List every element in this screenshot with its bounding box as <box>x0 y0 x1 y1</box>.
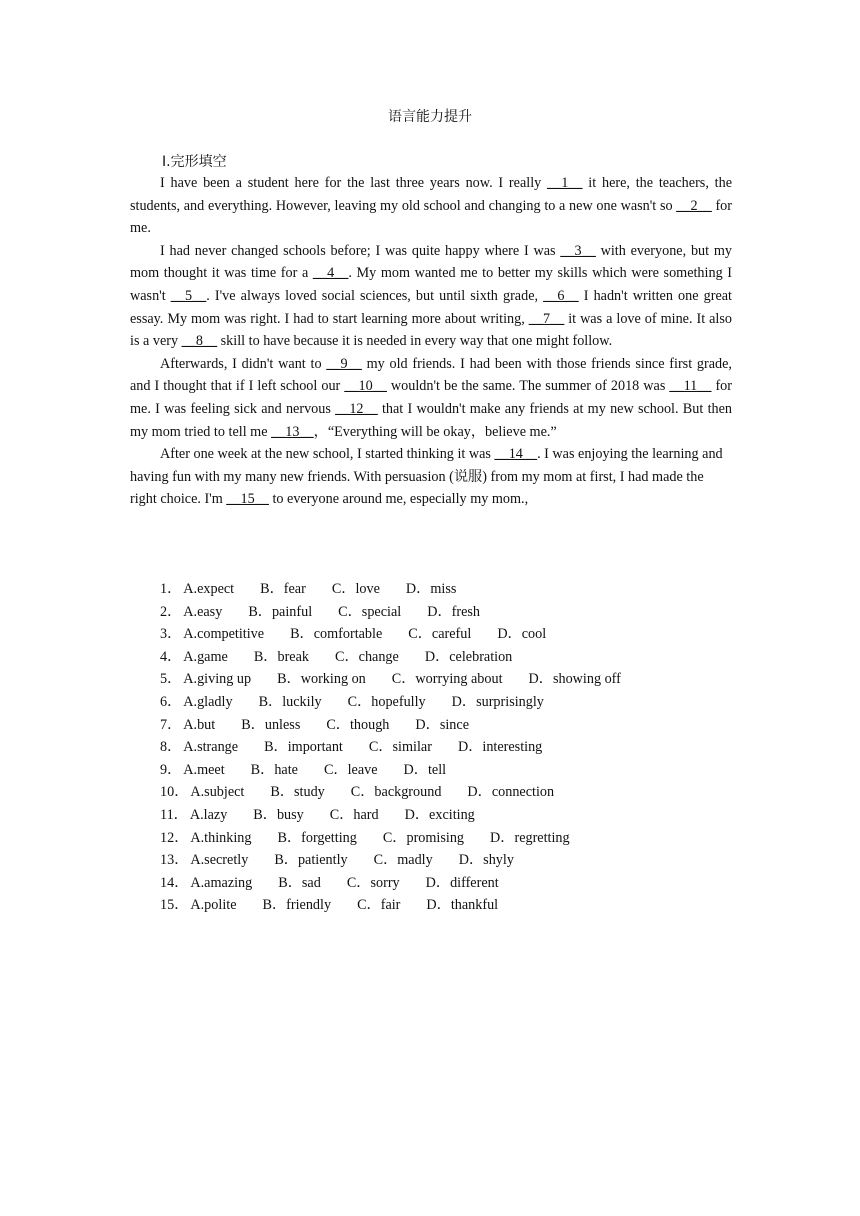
blank-2: __2__ <box>676 197 712 214</box>
blank-3: __3__ <box>560 242 596 259</box>
option-b: B．painful <box>248 603 313 620</box>
option-a: A.but <box>183 716 216 733</box>
question-number: 1． <box>160 581 182 597</box>
option-b: B．forgetting <box>277 829 357 846</box>
option-d: D．celebration <box>424 648 513 665</box>
text: it here, the teachers, the students, and everything. However, leaving my old school and changing to a new one wasn't so <box>130 175 732 214</box>
cloze-passage <box>130 172 732 511</box>
option-b: B．sad <box>278 874 321 891</box>
option-d: D．fresh <box>427 603 480 620</box>
option-c: C．fair <box>357 897 401 914</box>
question-number: 3． <box>160 626 182 643</box>
option-d: D．connection <box>467 784 555 801</box>
option-d: D．tell <box>403 761 447 778</box>
question-number: 15． <box>160 897 189 914</box>
option-c: C．similar <box>368 739 432 756</box>
option-b: B．fear <box>260 581 306 597</box>
blank-10: __10__ <box>344 378 387 395</box>
text: for me. <box>130 197 732 237</box>
option-b: B．busy <box>253 806 304 823</box>
blank-14: __14__ <box>494 446 538 463</box>
question-options-row <box>160 759 621 782</box>
option-c: C．worrying about <box>391 671 503 688</box>
blank-4: __4__ <box>312 265 349 282</box>
text: After one week at the new school, I started thinking it was <box>160 446 495 463</box>
paragraph-3 <box>130 353 732 443</box>
text: I hadn't written one great essay. My mom was right. I had to start learning more about writing, <box>130 287 732 327</box>
option-d: D．different <box>425 874 499 891</box>
text: that I wouldn't make any friends at my new school. But then my mom tried to tell me <box>130 400 732 440</box>
option-d: D．exciting <box>404 806 475 823</box>
option-d: D．surprisingly <box>451 693 544 710</box>
option-a: A.meet <box>183 761 225 778</box>
option-a: A.expect <box>183 581 235 597</box>
option-d: D．cool <box>497 626 547 643</box>
option-a: A.lazy <box>189 806 228 823</box>
option-b: B．study <box>270 784 325 801</box>
question-number: 12． <box>160 829 189 846</box>
text: I have been a student here for the last three years now. I really <box>160 175 548 191</box>
option-a: A.secretly <box>190 852 249 869</box>
question-options-row <box>160 827 621 850</box>
answer-options <box>160 578 621 917</box>
option-b: B．friendly <box>262 897 332 914</box>
paragraph-4 <box>130 443 732 511</box>
option-a: A.game <box>183 648 228 665</box>
blank-8: __8__ <box>181 333 218 350</box>
blank-7: __7__ <box>528 310 565 327</box>
option-a: A.competitive <box>183 626 265 643</box>
option-c: C．sorry <box>346 874 400 891</box>
text: for me. I was feeling sick and nervous <box>130 378 732 417</box>
text: skill to have because it is needed in every way that one might follow. <box>217 333 613 350</box>
blank-11: __11__ <box>669 378 712 395</box>
question-options-row <box>160 623 621 646</box>
option-c: C．hopefully <box>347 693 426 710</box>
text: to everyone around me, especially my mom., <box>268 491 529 508</box>
option-c: C．leave <box>323 761 378 778</box>
question-options-row <box>160 781 621 804</box>
option-d: D．shyly <box>458 852 514 869</box>
question-options-row <box>160 872 621 895</box>
option-b: B．patiently <box>274 852 348 869</box>
option-b: B．break <box>253 648 309 665</box>
question-number: 13． <box>160 852 189 869</box>
option-a: A.amazing <box>190 874 253 891</box>
question-options-row <box>160 894 621 917</box>
option-c: C．special <box>338 603 402 620</box>
text: it was a love of mine. It also is a very <box>130 310 732 350</box>
option-c: C．though <box>326 716 390 733</box>
text: wouldn't be the same. The summer of 2018 was <box>386 378 670 395</box>
question-options-row <box>160 691 621 714</box>
question-options-row <box>160 646 621 669</box>
option-b: B．luckily <box>258 693 322 710</box>
question-options-row <box>160 578 621 601</box>
option-a: A.subject <box>190 784 245 801</box>
text: . I was enjoying the learning and having fun with my many new friends. With persuasion (说服) from my mom at first, I had made the right choice. I'm <box>130 446 723 508</box>
question-options-row <box>160 804 621 827</box>
option-d: D．regretting <box>490 829 570 846</box>
text: my old friends. I had been with those friends since first grade, and I thought that if I left school our <box>130 355 732 395</box>
question-options-row <box>160 601 621 624</box>
option-d: D．thankful <box>426 897 499 914</box>
option-c: C．madly <box>373 852 433 869</box>
option-c: C．hard <box>329 806 379 823</box>
option-b: B．working on <box>277 671 366 688</box>
blank-15: __15__ <box>226 491 269 508</box>
section-heading: Ⅰ.完形填空 <box>162 154 227 170</box>
option-c: C．love <box>331 581 380 597</box>
option-a: A.gladly <box>183 693 233 710</box>
question-number: 10． <box>160 784 189 801</box>
option-a: A.polite <box>190 897 237 914</box>
blank-9: __9__ <box>326 355 362 372</box>
text: . My mom wanted me to better my skills which were something I wasn't <box>130 265 733 304</box>
blank-5: __5__ <box>170 287 207 304</box>
text: ，“Everything will be okay，believe me.” <box>313 423 557 440</box>
question-number: 6． <box>160 693 182 710</box>
blank-1: __1__ <box>547 175 583 191</box>
option-b: B．hate <box>250 761 298 778</box>
option-b: B．important <box>264 739 343 756</box>
question-number: 2． <box>160 603 182 620</box>
option-c: C．background <box>350 784 442 801</box>
option-d: D．since <box>415 716 469 733</box>
blank-12: __12__ <box>335 400 378 417</box>
text: . I've always loved social sciences, but until sixth grade, <box>206 287 544 304</box>
blank-13: __13__ <box>271 423 314 440</box>
text: I had never changed schools before; I was quite happy where I was <box>160 242 561 259</box>
option-d: D．interesting <box>457 739 543 756</box>
text: Afterwards, I didn't want to <box>160 355 327 372</box>
blank-6: __6__ <box>543 287 579 304</box>
question-number: 11． <box>160 806 188 823</box>
question-options-row <box>160 668 621 691</box>
question-number: 4． <box>160 648 182 665</box>
question-number: 14． <box>160 874 189 891</box>
option-d: D．miss <box>405 581 457 597</box>
paragraph-1 <box>130 172 732 240</box>
option-b: B．comfortable <box>290 626 383 643</box>
paragraph-2 <box>130 240 732 353</box>
option-c: C．change <box>335 648 399 665</box>
option-a: A.giving up <box>183 671 252 688</box>
question-number: 9． <box>160 761 182 778</box>
option-d: D．showing off <box>528 671 621 688</box>
question-number: 8． <box>160 739 182 756</box>
option-b: B．unless <box>241 716 301 733</box>
question-number: 5． <box>160 671 182 688</box>
question-number: 7． <box>160 716 182 733</box>
option-a: A.thinking <box>190 829 252 846</box>
option-c: C．promising <box>382 829 465 846</box>
question-options-row <box>160 849 621 872</box>
text: with everyone, but my mom thought it was time for a <box>130 242 732 282</box>
question-options-row <box>160 714 621 737</box>
option-a: A.strange <box>183 739 239 756</box>
question-options-row <box>160 736 621 759</box>
option-a: A.easy <box>183 603 223 620</box>
option-c: C．careful <box>408 626 472 643</box>
page-title: 语言能力提升 <box>388 109 472 125</box>
